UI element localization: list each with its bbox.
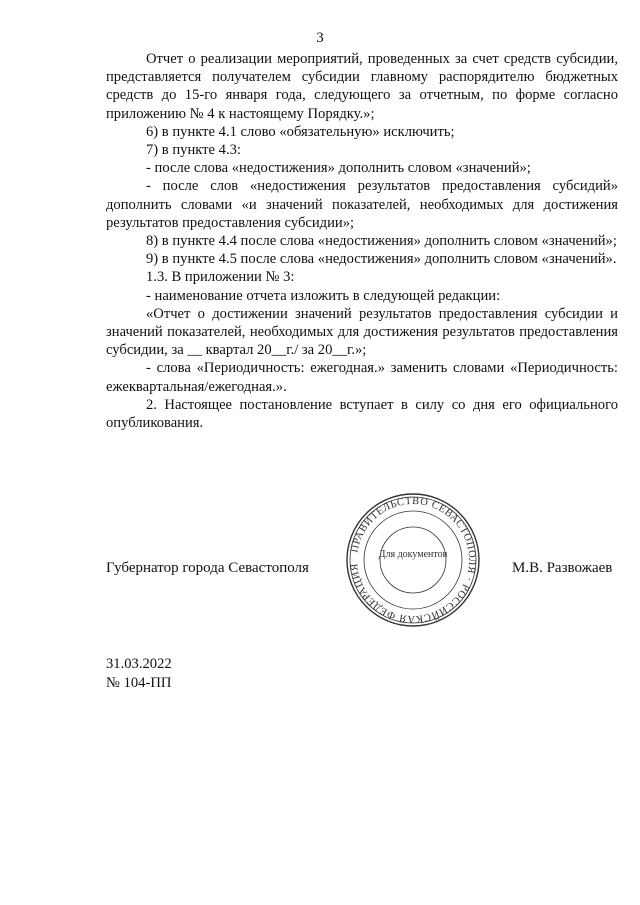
paragraph: Отчет о реализации мероприятий, проведенных за счет средств субсидии, представляется получателем субсидии главному распорядителю бюджетных средств до 15-го января года, следующего за отчетным, по форме согласно приложению № 4 к настоящему Порядку.»; — [106, 51, 618, 122]
signatory-name: М.В. Развожаев — [512, 560, 613, 576]
signatory-position: Губернатор города Севастополя — [106, 560, 309, 576]
seal-outer-text: ПРАВИТЕЛЬСТВО СЕВАСТОПОЛЯ · РОССИЙСКАЯ ФЕДЕРАЦИЯ — [348, 495, 478, 625]
paragraph: «Отчет о достижении значений результатов предоставления субсидии и значений показателей, необходимых для достижения результатов предоставления субсидии, за __ квартал 20__г./ за 20__г.»; — [106, 305, 618, 359]
paragraph: - после слова «недостижения» дополнить словом «значений»; — [146, 160, 531, 177]
official-seal-stamp — [345, 492, 481, 628]
document-details — [106, 655, 172, 692]
paragraph: 1.3. В приложении № 3: — [146, 269, 295, 286]
seal-inner-text: Для документов — [378, 549, 448, 560]
page-number: 3 — [316, 30, 324, 46]
paragraph: - наименование отчета изложить в следующей редакции: — [146, 287, 501, 304]
document-number: № 104-ПП — [106, 674, 172, 691]
paragraph: - слова «Периодичность: ежегодная.» заменить словами «Периодичность: ежеквартальная/ежегодная.». — [106, 360, 618, 395]
document-date: 31.03.2022 — [106, 656, 172, 672]
paragraph: 9) в пункте 4.5 после слова «недостижения» дополнить словом «значений». — [146, 251, 617, 268]
paragraph: 6) в пункте 4.1 слово «обязательную» исключить; — [146, 123, 455, 140]
paragraph: - после слов «недостижения результатов предоставления субсидий» дополнить словами «и значений показателей, необходимых для достижения результатов предоставления субсидии»; — [106, 178, 618, 231]
paragraph: 2. Настоящее постановление вступает в силу со дня его официального опубликования. — [106, 396, 618, 432]
document-body — [106, 50, 618, 432]
paragraph: 8) в пункте 4.4 после слова «недостижения» дополнить словом «значений»; — [146, 233, 617, 250]
paragraph: 7) в пункте 4.3: — [146, 142, 241, 159]
